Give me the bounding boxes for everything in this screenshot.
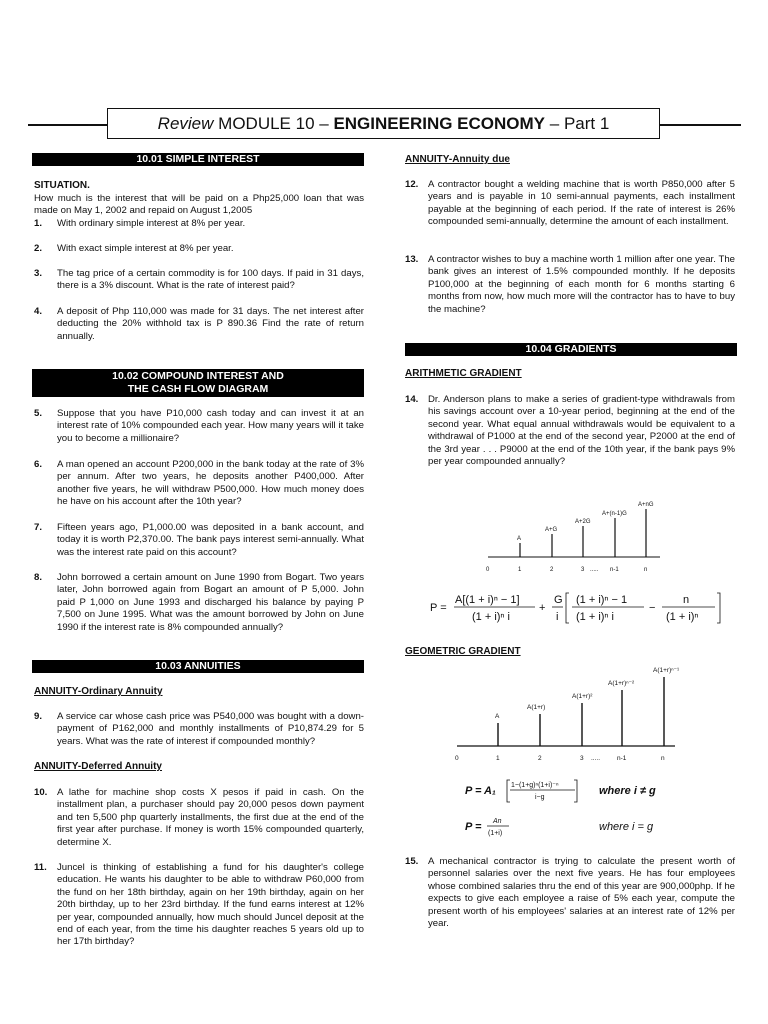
problem-4: 4. A deposit of Php 110,000 was made for 31 days. The net interest after deducting the 20% withhold tax is P 890.36 Find the rate of return annually. [34,306,364,342]
arith-label-2: A+G [545,527,558,533]
problem-1: 1. With ordinary simple interest at 8% per year. [34,218,246,229]
geometric-gradient-formula [463,775,713,845]
problem-8: 8. John borrowed a certain amount on June 1990 from Bogart. Two years later, John borrowed again from Bogart an amount of P 5,000. John paid P 1,000 on June 1993 and discharged his balance by paying P 7,500 on June 1995. What was the amount borrowed by John on June 1990 if the interest rate is 8% compounded annually? [34,572,364,633]
subhead-annuity-due: ANNUITY-Annuity due [405,154,510,165]
af-g: G [554,594,563,606]
arith-tick-2: 2 [550,567,554,573]
title-rule-right [659,124,741,126]
problem-6: 6. A man opened an account P200,000 in the bank today at the rate of 3% per annum. After two years, he deposits another P400,000. After another five years, he will withdraw P500,000. How much money does he have on his account after the 10th year? [34,459,364,508]
section-header-compound-interest: 10.02 COMPOUND INTEREST AND THE CASH FLOW DIAGRAM [32,369,364,397]
gf-frac2-den: (1+i) [488,830,503,837]
problem-11: 11. Juncel is thinking of establishing a fund for his daughter's college education. He wants his daughter to be able to withdraw P60,000 from the fund on her 18th birthday, again on her 19th birthday, again on her 20th birthday, up to her 23rd birthday. If the fund earns interest at 12% per year, compounded annually, how much should Juncel deposit at the end of each year, from the time his daughter reaches 5 years old up to her 17th birthday? [34,862,364,948]
gf-frac1-num: 1−(1+g)ⁿ(1+i)⁻ⁿ [511,782,559,789]
arithmetic-gradient-diagram [470,495,680,580]
problem-15: 15. A mechanical contractor is trying to calculate the present worth of personnel salaries over the next five years. He has four employees whose combined salaries thru the end of this year are 900,000php. If he expects to give each employee a raise of 5% each year, compute the present worth of his employees' salaries at an interest rate of 12% per year. [405,856,735,930]
geom-tick-n: n [661,755,665,762]
arithmetic-gradient-formula [430,590,730,626]
af-den1: (1 + i)ⁿ i [472,611,510,623]
problem-14: 14. Dr. Anderson plans to make a series of gradient-type withdrawals from his savings account over a 10-year period, beginning at the end of the second year. What equal annual withdrawals would be equivalent to a withdrawal of P1000 at the end of the second year, P2000 at the end of the 3rd year . . . P9000 at the end of the 10th year, if the bank pays 9% per year compounded annually? [405,394,735,468]
situation-text: How much is the interest that will be paid on a Php25,000 loan that was made on May 1, 2002 and repaid on August 1,2005 [34,193,364,217]
title-italic: Review [157,113,214,133]
geom-tick-3: 3 [580,755,584,762]
gf-frac2-num: An [493,818,502,825]
arith-tick-n1: n-1 [610,567,619,573]
problem-13: 13. A contractor wishes to buy a machine worth 1 million after one year. The bank gives an interest of 1.5% compounded monthly. If he deposits P100,000 at the beginning of each month for 6 months starting 6 months from now, how much more will the contractor has to have to buy the machine? [405,254,735,315]
problem-2: 2. With exact simple interest at 8% per year. [34,243,234,254]
geom-label-3: A(1+r)² [572,693,593,700]
arith-label-1: A [517,536,522,542]
geom-label-2: A(1+r) [527,704,546,711]
problem-3: 3. The tag price of a certain commodity is for 100 days. If paid in 31 days, there is a 3% discount. What is the rate of interest paid? [34,268,364,292]
af-num3: n [683,594,690,606]
arith-tick-n: n [644,567,648,573]
af-i: i [556,611,559,623]
section-header-simple-interest: 10.01 SIMPLE INTEREST [32,153,364,166]
af-minus: − [649,602,656,614]
geom-label-4: A(1+r)ⁿ⁻² [608,680,635,687]
af-num1: A[(1 + i)ⁿ − 1] [455,594,520,606]
geom-tick-1: 1 [496,755,500,762]
arith-dots: ..... [590,567,599,573]
geom-label-1: A [495,713,500,720]
problem-10: 10. A lathe for machine shop costs X pesos if paid in cash. On the installment plan, a purchaser should pay 20,000 pesos down payment and ten 5,500 php quarterly installments, the first due at the end of the first year after purchase. If money is worth 15% compounded quarterly, determine X. [34,787,364,848]
problem-12: 12. A contractor bought a welding machine that is worth P850,000 after 5 years and is payable in 10 semi-annual payments, each installment payable at the beginning of each period. If the rate of interest is 26% compounded semi-annually, determine the amount of each installment. [405,179,735,228]
section-header-annuities: 10.03 ANNUITIES [32,660,364,673]
subhead-ordinary-annuity: ANNUITY-Ordinary Annuity [34,686,163,697]
subhead-geometric-gradient: GEOMETRIC GRADIENT [405,646,521,657]
title-rule-left [28,124,108,126]
gf-p2: P = [465,821,482,833]
geometric-gradient-diagram [445,660,695,770]
gf-cond1: where i ≠ g [599,785,656,797]
arith-label-5: A+nG [638,502,654,508]
subhead-deferred-annuity: ANNUITY-Deferred Annuity [34,761,162,772]
geom-dots: ..... [591,755,601,762]
problem-5: 5. Suppose that you have P10,000 cash today and can invest it at an interest rate of 10% compounded each year. How many years will it take you to become a millionaire? [34,408,364,444]
geom-tick-2: 2 [538,755,542,762]
gf-frac1-den: i−g [535,794,545,801]
arith-label-4: A+(n-1)G [602,511,627,517]
section-header-gradients: 10.04 GRADIENTS [405,343,737,356]
title-plain: MODULE 10 – [218,113,329,133]
af-den3: (1 + i)ⁿ [666,611,699,623]
subhead-arithmetic-gradient: ARITHMETIC GRADIENT [405,368,522,379]
gf-p1: P = A₁ [465,785,496,797]
af-den2: (1 + i)ⁿ i [576,611,614,623]
af-plus: + [539,602,546,614]
situation-label: SITUATION. [34,180,90,191]
title-bold: ENGINEERING ECONOMY [333,113,546,133]
problem-7: 7. Fifteen years ago, P1,000.00 was deposited in a bank account, and today it is worth P2,370.00. The bank pays interest semi-annually. What was the interest rate paid on this account? [34,522,364,558]
page-title [107,108,660,139]
af-num2: (1 + i)ⁿ − 1 [576,594,628,606]
arith-tick-1: 1 [518,567,522,573]
title-tail: – Part 1 [549,113,610,133]
arith-tick-3: 3 [581,567,585,573]
problem-9: 9. A service car whose cash price was P540,000 was bought with a down-payment of P162,000 and monthly installments of P10,874.29 for 5 years. What was the rate of interest if compounded monthly? [34,711,364,747]
arith-label-3: A+2G [575,519,591,525]
gf-cond2: where i = g [599,821,654,833]
arith-tick-0: 0 [486,567,490,573]
geom-label-5: A(1+r)ⁿ⁻¹ [653,667,680,674]
af-lhs: P = [430,602,447,614]
geom-tick-n1: n-1 [617,755,627,762]
geom-tick-0: 0 [455,755,459,762]
